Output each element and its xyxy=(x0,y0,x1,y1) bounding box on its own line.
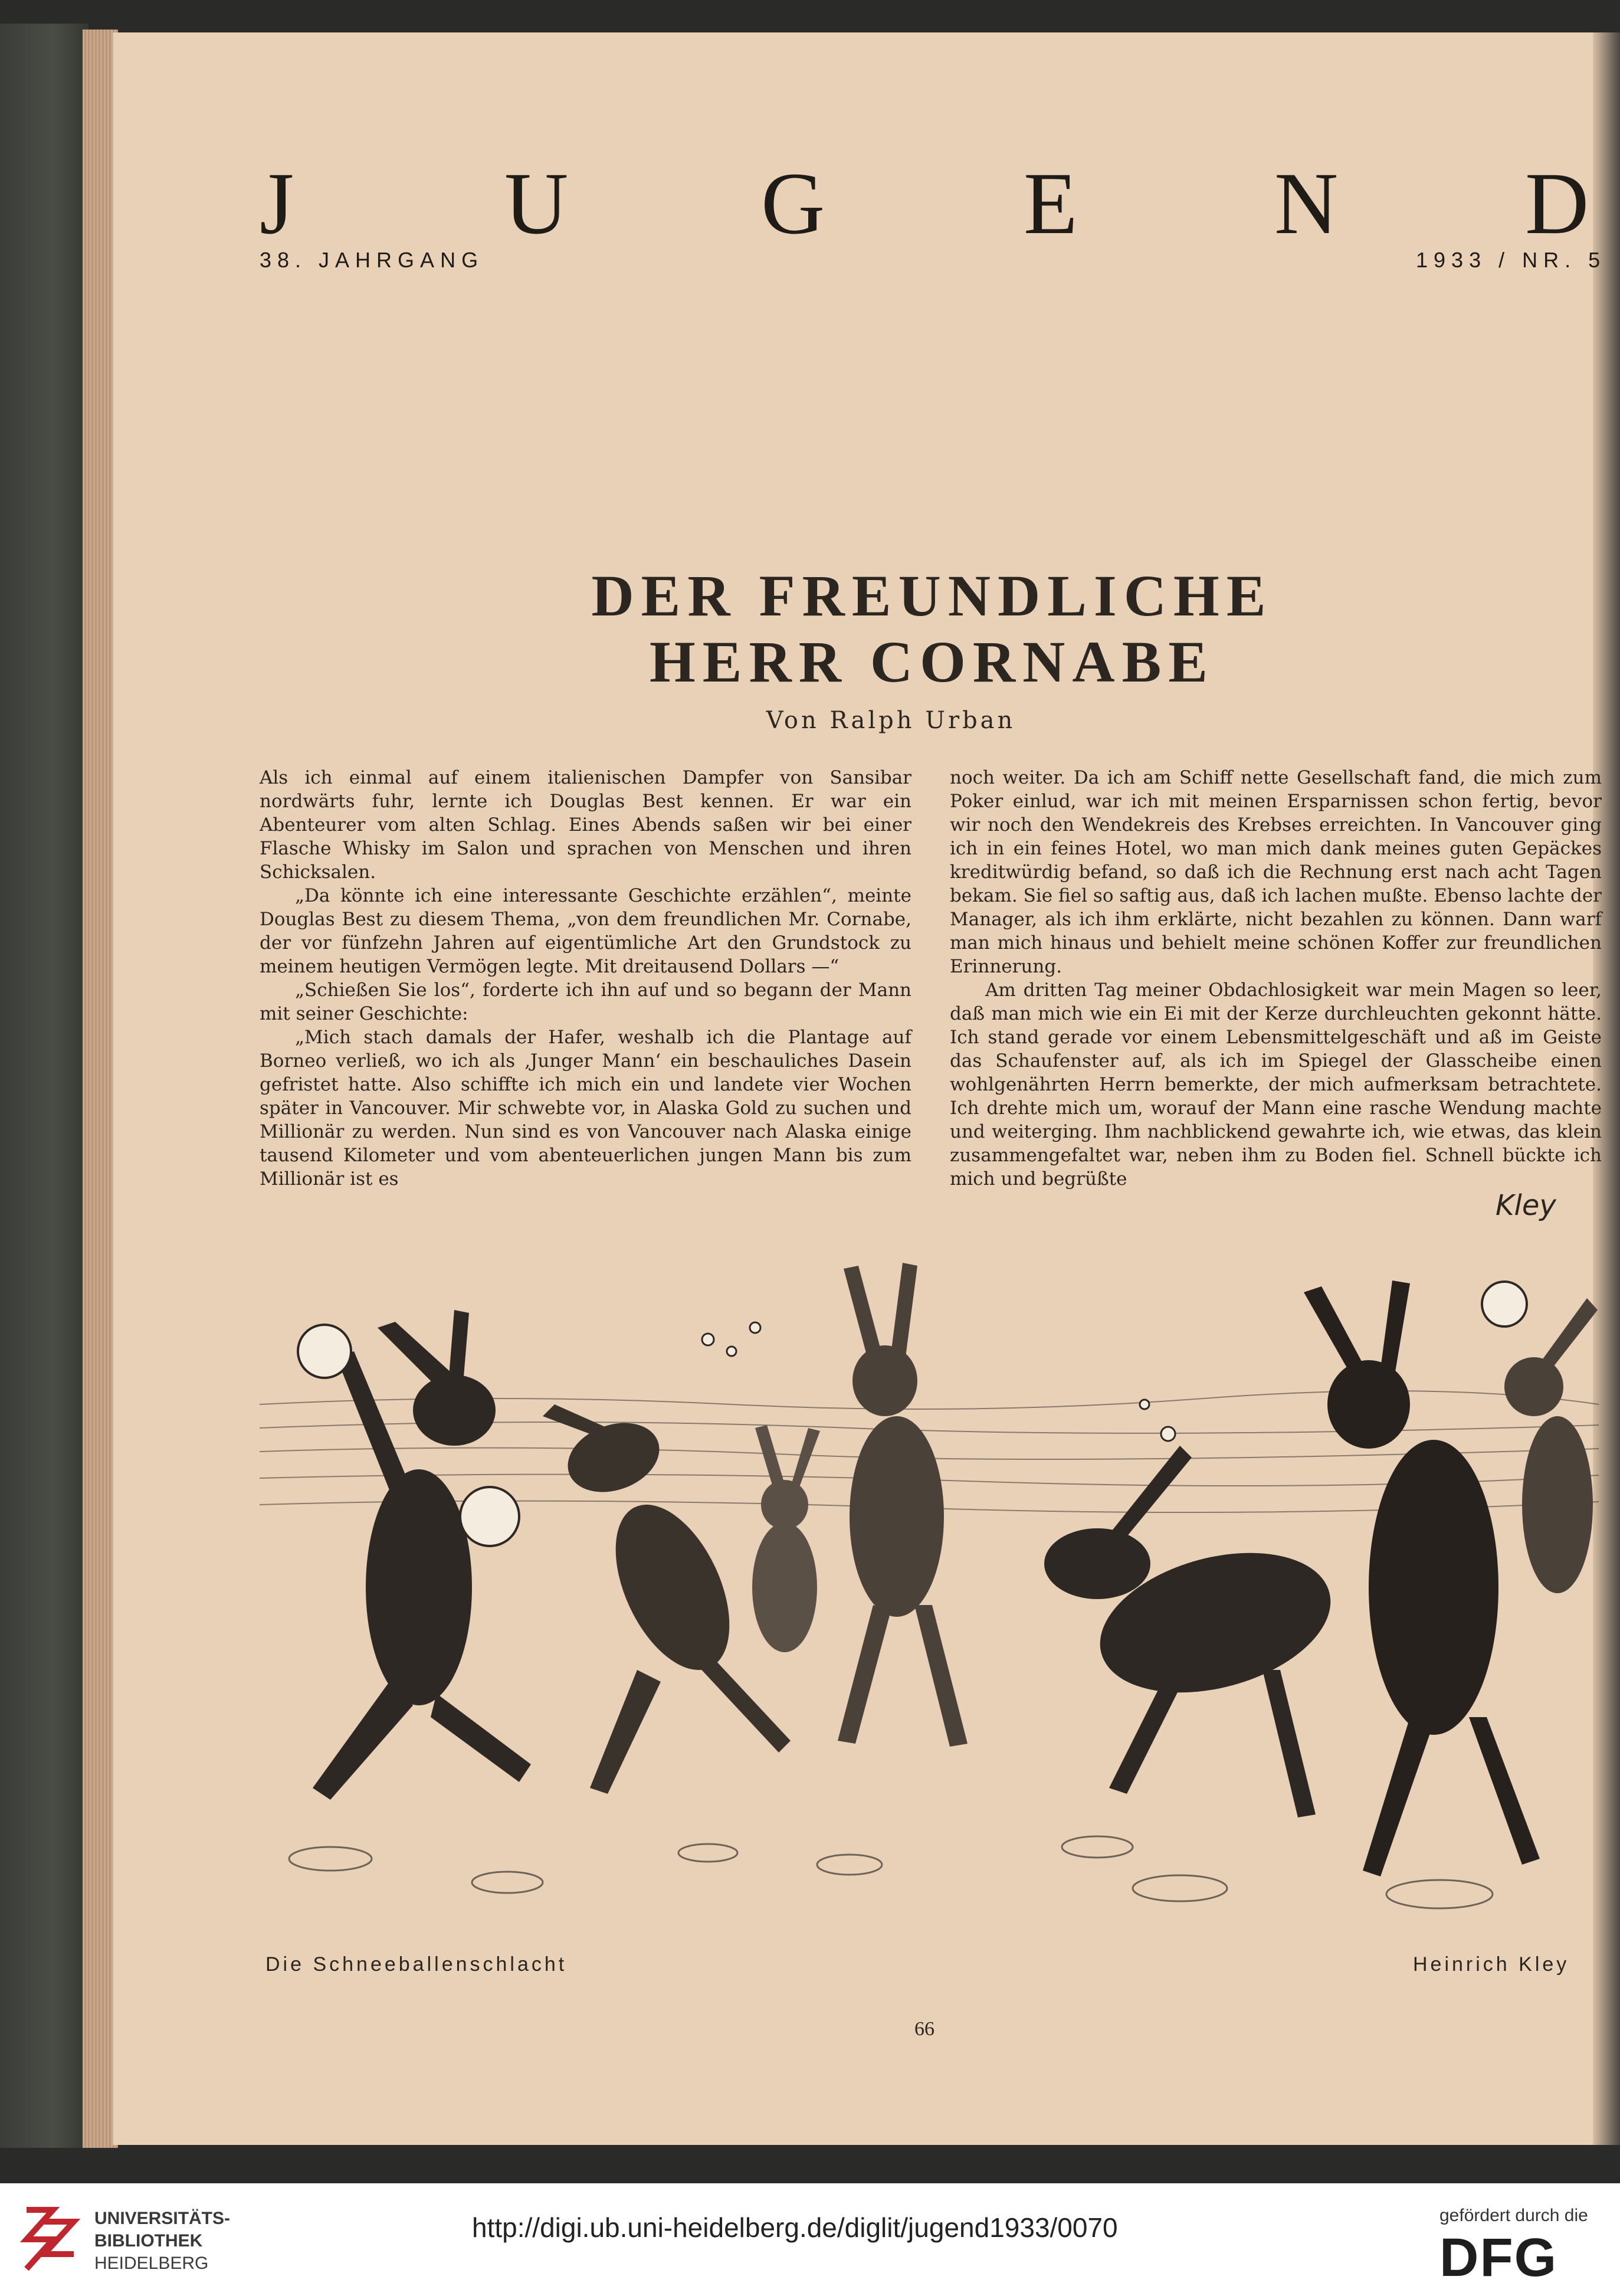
binder-spine xyxy=(0,24,88,2148)
dfg-logo: DFG xyxy=(1439,2228,1558,2288)
artist-signature: Kley xyxy=(1496,1189,1556,1222)
masthead-letter: J xyxy=(260,155,294,253)
snowball-fight-illustration xyxy=(260,1257,1599,1941)
page-number: 66 xyxy=(914,2018,934,2040)
article-byline: Von Ralph Urban xyxy=(766,707,1016,734)
article-title-line-1: DER FREUNDLICHE xyxy=(591,563,1273,628)
illustration-caption: Die Schneeballenschlacht xyxy=(265,1953,568,1976)
illustration-artist: Heinrich Kley xyxy=(1413,1953,1570,1976)
masthead-letter: D xyxy=(1525,155,1589,253)
paragraph: noch weiter. Da ich am Schiff nette Gesellschaft fand, die mich zum Poker einlud, war ich mit meinen Ersparnissen schon fertig, bevor wir noch den Wendekreis des Krebses erreichten. In Vancouver ging ich in ein feines Hotel, wo man mich dank meines guten Gepäckes kreditwürdig befand, so daß ich die Rechnung erst nach acht Tagen bekam. Sie fiel so saftig aus, daß ich lachen mußte. Ebenso lachte der Manager, als ich ihm erklärte, nicht bezahlen zu können. Dann warf man mich hinaus und behielt meine schönen Koffer zur freundlichen Erinnerung. xyxy=(950,767,1602,977)
library-name-line-3: HEIDELBERG xyxy=(94,2254,209,2273)
masthead-letter: E xyxy=(1024,155,1078,253)
masthead-letter: U xyxy=(504,155,569,253)
university-library-logo-icon xyxy=(18,2198,83,2281)
paragraph: „Mich stach damals der Hafer, weshalb ich die Plantage auf Borneo verließ, wo ich als ‚Junger Mann‘ ein beschauliches Dasein gefristet hatte. Also schiffte ich mich ein und landete vier Wochen später in Vancouver. Mir schwebte vor, in Alaska Gold zu suchen und Millionär zu werden. Nun sind es von Vancouver nach Alaska einige tausend Kilometer und vom abenteuerlichen jungen Mann bis zum Millionär ist es xyxy=(260,1027,911,1190)
library-name-line-1: UNIVERSITÄTS- xyxy=(94,2209,231,2228)
library-name-line-2: BIBLIOTHEK xyxy=(94,2231,203,2251)
text-column-left xyxy=(260,766,911,1191)
masthead-letter: N xyxy=(1274,155,1339,253)
paragraph: „Da könnte ich eine interessante Geschichte erzählen“, meinte Douglas Best zu diesem Thema, „von dem freundlichen Mr. Cornabe, der vor fünfzehn Jahren auf eigentümliche Art den Grundstock zu meinem heutigen Vermögen legte. Mit dreitausend Dollars —“ xyxy=(260,885,911,977)
paragraph: Am dritten Tag meiner Obdachlosigkeit war mein Magen so leer, daß man mich wie ein Ei mit der Kerze durchleuchten gekonnt hätte. Ich stand gerade vor einem Lebensmittelgeschäft und aß im Geiste das Schaufenster auf, als ich im Spiegel der Glasscheibe einen wohlgenährten Herrn bemerkte, der mich aufmerksam betrachtete. Ich drehte mich um, worauf der Mann eine rasche Wendung machte und weiterging. Ihm nachblickend gewahrte ich, wie etwas, das klein zusammengefaltet war, neben ihm zu Boden fiel. Schnell bückte ich mich und begrüßte xyxy=(950,980,1602,1190)
issue-label: 1933 / NR. 5 xyxy=(1416,248,1606,272)
article-title-line-2: HERR CORNABE xyxy=(650,629,1215,695)
paragraph: „Schießen Sie los“, forderte ich ihn auf und so begann der Mann mit seiner Geschichte: xyxy=(260,980,911,1024)
funding-note: gefördert durch die xyxy=(1439,2206,1588,2225)
masthead-letter: G xyxy=(761,155,825,253)
source-url-link[interactable]: http://digi.ub.uni-heidelberg.de/diglit/jugend1933/0070 xyxy=(472,2212,1118,2243)
volume-label: 38. JAHRGANG xyxy=(260,248,484,272)
paragraph: Als ich einmal auf einem italienischen Dampfer von Sansibar nordwärts fuhr, lernte ich Douglas Best kennen. Er war ein Abenteurer vom alten Schlag. Eines Abends saßen wir bei einer Flasche Whisky im Salon und sprachen von Menschen und ihren Schicksalen. xyxy=(260,767,911,883)
text-column-right xyxy=(950,766,1602,1191)
